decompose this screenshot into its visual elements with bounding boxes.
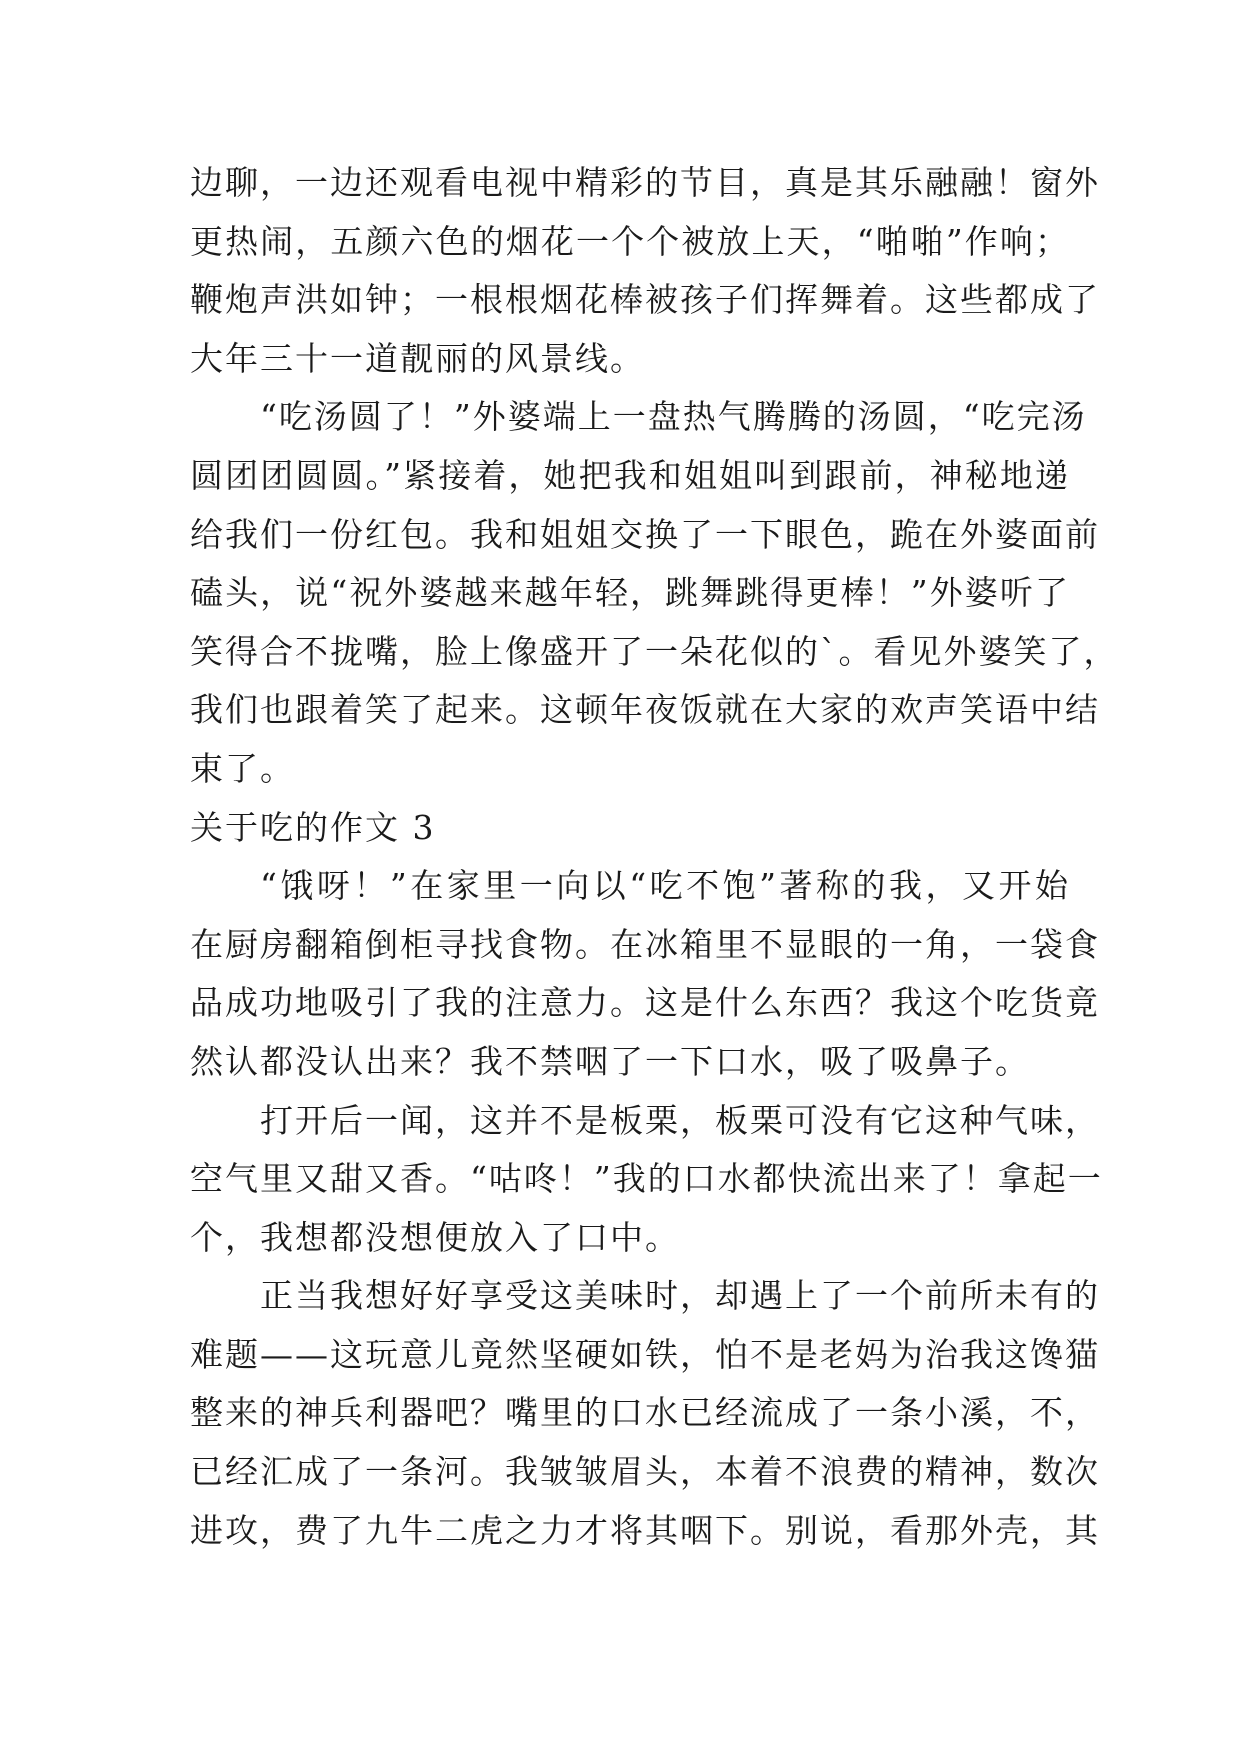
text-line: 打开后一闻，这并不是板栗，板栗可没有它这种气味， <box>260 1100 1100 1140</box>
text-line: 鞭炮声洪如钟；一根根烟花棒被孩子们挥舞着。这些都成了 <box>190 280 1100 320</box>
text-line: 在厨房翻箱倒柜寻找食物。在冰箱里不显眼的一角，一袋食 <box>190 924 1100 964</box>
text-line: “饿呀！”在家里一向以“吃不饱”著称的我，又开始 <box>260 866 1070 906</box>
text-line: 进攻，费了九牛二虎之力才将其咽下。别说，看那外壳，其 <box>190 1510 1100 1550</box>
document-body <box>190 154 1119 1560</box>
text-line: 我们也跟着笑了起来。这顿年夜饭就在大家的欢声笑语中结 <box>190 690 1100 730</box>
text-line: 更热闹，五颜六色的烟花一个个被放上天，“啪啪”作响； <box>190 221 1070 261</box>
text-line: 大年三十一道靓丽的风景线。 <box>190 338 645 378</box>
paragraph <box>190 388 1119 798</box>
text-line: 空气里又甜又香。“咕咚！”我的口水都快流出来了！拿起一 <box>190 1159 1103 1199</box>
text-line: 给我们一份红包。我和姐姐交换了一下眼色，跪在外婆面前 <box>190 514 1100 554</box>
text-line: “吃汤圆了！”外婆端上一盘热气腾腾的汤圆，“吃完汤 <box>260 397 1087 437</box>
text-line: 束了。 <box>190 748 295 788</box>
text-line: 边聊，一边还观看电视中精彩的节目，真是其乐融融！窗外 <box>190 163 1100 202</box>
paragraph <box>190 154 1100 388</box>
text-line: 正当我想好好享受这美味时，却遇上了一个前所未有的 <box>260 1276 1100 1316</box>
text-line: 整来的神兵利器吧？嘴里的口水已经流成了一条小溪，不， <box>190 1393 1100 1433</box>
text-line: 难题——这玩意儿竟然坚硬如铁，怕不是老妈为治我这馋猫 <box>190 1334 1100 1374</box>
text-line: 磕头，说“祝外婆越来越年轻，跳舞跳得更棒！”外婆听了 <box>190 573 1070 613</box>
text-line: 已经汇成了一条河。我皱皱眉头，本着不浪费的精神，数次 <box>190 1452 1100 1492</box>
paragraph <box>190 1267 1100 1560</box>
paragraph <box>190 857 1100 1091</box>
text-line: 笑得合不拢嘴，脸上像盛开了一朵花似的`。看见外婆笑了， <box>190 631 1119 671</box>
text-line: 圆团团圆圆。”紧接着，她把我和姐姐叫到跟前，神秘地递 <box>190 455 1070 495</box>
section-heading <box>190 799 1070 858</box>
text-line: 品成功地吸引了我的注意力。这是什么东西？我这个吃货竟 <box>190 983 1100 1023</box>
paragraph <box>190 1092 1103 1268</box>
text-line: 然认都没认出来？我不禁咽了一下口水，吸了吸鼻子。 <box>190 1041 1030 1081</box>
heading-text: 关于吃的作文 3 <box>190 807 436 847</box>
text-line: 个，我想都没想便放入了口中。 <box>190 1217 680 1257</box>
